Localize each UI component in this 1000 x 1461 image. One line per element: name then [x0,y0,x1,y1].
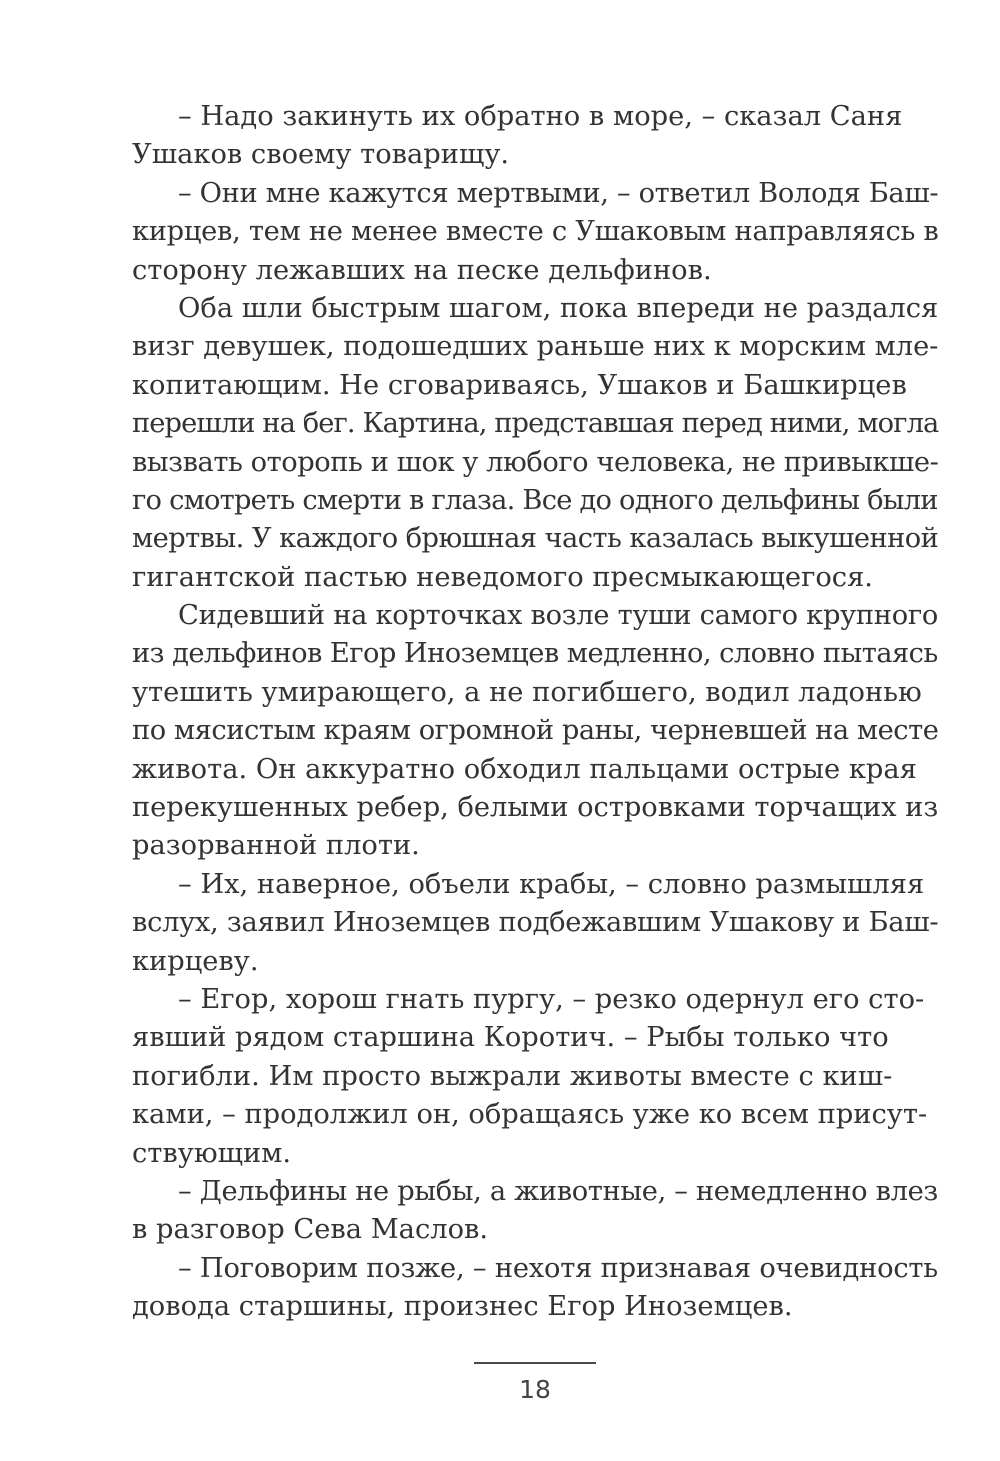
paragraph-line: погибли. Им просто выжрали животы вместе с киш- [132,1060,893,1092]
footer-rule [474,1362,596,1364]
paragraph-line: гигантской пастью неведомого пресмыкающегося. [132,561,873,593]
paragraph-first-line: – Они мне кажутся мертвыми, – ответил Володя Баш- [178,177,939,209]
paragraph-first-line: – Поговорим позже, – нехотя признавая очевидность [178,1252,938,1284]
paragraph-line: перекушенных ребер, белыми островками торчащих из [132,792,939,824]
paragraph-line: го смотреть смерти в глаза. Все до одного дельфины были [132,484,938,516]
paragraph-line: мертвы. У каждого брюшная часть казалась выкушенной [132,523,939,555]
paragraph-line: кирцев, тем не менее вместе с Ушаковым направляясь в [132,216,939,248]
paragraph-line: визг девушек, подошедших раньше них к морским мле- [132,331,939,363]
body-text [132,98,938,1327]
paragraph-line: в разговор Сева Маслов. [132,1214,489,1246]
paragraph-line: копитающим. Не сговариваясь, Ушаков и Башкирцев [132,369,907,401]
page-number: 18 [519,1375,551,1404]
paragraph-line: явший рядом старшина Коротич. – Рыбы только что [132,1022,889,1054]
paragraph-first-line: – Их, наверное, объели крабы, – словно размышляя [178,868,925,900]
paragraph-line: ками, – продолжил он, обращаясь уже ко всем присут- [132,1099,928,1131]
paragraph-line: утешить умирающего, а не погибшего, водил ладонью [132,676,922,708]
paragraph-line: довода старшины, произнес Егор Иноземцев. [132,1291,793,1323]
paragraph-first-line: – Дельфины не рыбы, а животные, – немедленно влез [178,1175,938,1207]
paragraph-first-line: – Егор, хорош гнать пургу, – резко одернул его сто- [178,983,925,1015]
paragraph-first-line: – Надо закинуть их обратно в море, – сказал Саня [178,101,903,132]
paragraph-line: сторону лежавших на песке дельфинов. [132,254,712,286]
paragraph-line: вызвать оторопь и шок у любого человека, не привыкше- [132,446,939,478]
paragraph-line: живота. Он аккуратно обходил пальцами острые края [132,753,917,785]
paragraph-line: кирцеву. [132,945,259,977]
paragraph-line: разорванной плоти. [132,830,420,862]
paragraph-line: перешли на бег. Картина, представшая перед ними, могла [132,408,939,440]
paragraph-line: из дельфинов Егор Иноземцев медленно, словно пытаясь [132,638,938,670]
paragraph-line: ствующим. [132,1137,292,1169]
paragraph-line: Ушаков своему товарищу. [132,139,510,171]
paragraph-first-line: Оба шли быстрым шагом, пока впереди не раздался [178,292,939,324]
paragraph-first-line: Сидевший на корточках возле туши самого крупного [178,600,939,632]
paragraph-line: вслух, заявил Иноземцев подбежавшим Ушакову и Баш- [132,907,939,939]
paragraph-line: по мясистым краям огромной раны, черневшей на месте [132,715,939,747]
